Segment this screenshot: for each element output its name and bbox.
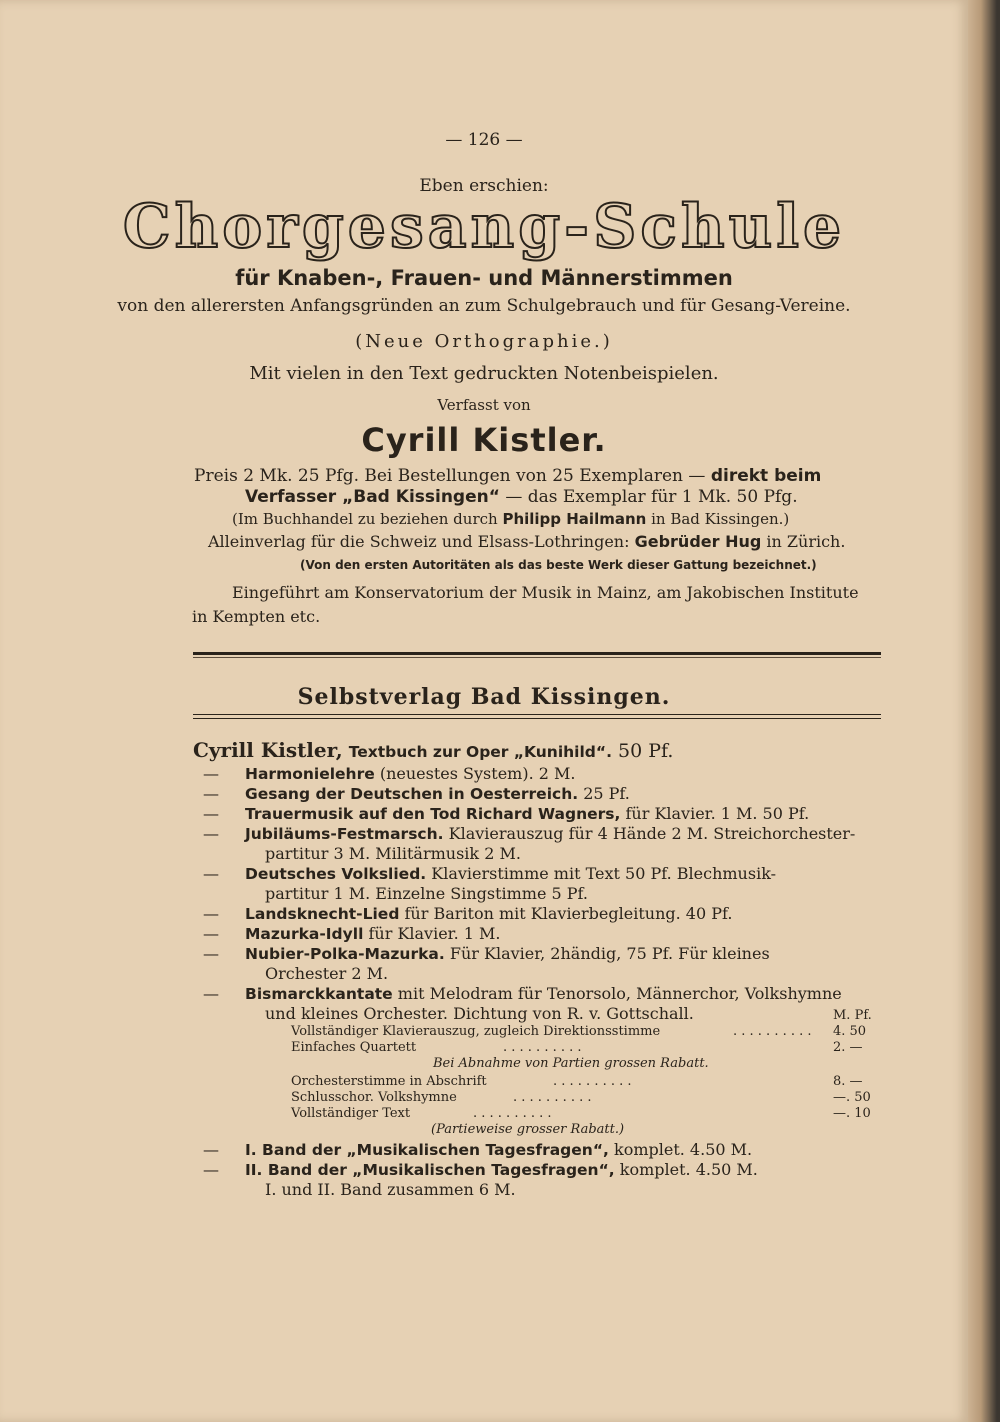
entry-dash: — bbox=[203, 864, 219, 883]
price-direct: direkt beim bbox=[710, 466, 822, 486]
bookshop-name: Philipp Hailmann bbox=[502, 510, 647, 528]
page-edge bbox=[968, 0, 1000, 1422]
list-item bbox=[193, 764, 893, 784]
list-item-continuation bbox=[193, 1004, 893, 1024]
author-name: Cyrill Kistler. bbox=[361, 421, 607, 459]
leader-dots: . . . . . . . . . . bbox=[733, 1024, 812, 1039]
price-header: M. Pf. bbox=[833, 1008, 872, 1023]
sub-item bbox=[193, 1074, 893, 1090]
list-item bbox=[193, 784, 893, 804]
entry-author: Cyrill Kistler, bbox=[193, 738, 343, 762]
entry-title: Nubier-Polka-Mazurka. bbox=[245, 945, 445, 963]
announcement: Eben erschien: bbox=[419, 176, 549, 196]
entry-title: Gesang der Deutschen in Oesterreich. bbox=[245, 785, 579, 803]
entry-details: I. und II. Band zusammen 6 M. bbox=[265, 1180, 516, 1199]
list-item-continuation bbox=[193, 884, 893, 904]
entry-details: mit Melodram für Tenorsolo, Männerchor, Volkshymne bbox=[392, 984, 842, 1003]
page-number: — 126 — bbox=[445, 130, 523, 150]
exclusive-name: Gebrüder Hug bbox=[634, 532, 762, 551]
entry-continuation: partitur 1 M. Einzelne Singstimme 5 Pf. bbox=[265, 884, 588, 903]
entry-dash: — bbox=[203, 984, 219, 1003]
sub-item-note bbox=[193, 1122, 893, 1140]
entry-details: Klavierstimme mit Text 50 Pf. Blechmusik- bbox=[426, 864, 777, 883]
entry-dash: — bbox=[203, 824, 219, 843]
sub-item-price: 8. — bbox=[833, 1074, 863, 1089]
introduced-line-2: in Kempten etc. bbox=[192, 607, 321, 626]
catalog-list bbox=[193, 738, 893, 1200]
divider-thin bbox=[193, 657, 881, 658]
sub-item-price: 4. 50 bbox=[833, 1024, 867, 1039]
sub-item-price: 2. — bbox=[833, 1040, 863, 1055]
leader-dots: . . . . . . . . . . bbox=[473, 1106, 552, 1121]
introduced-line: Eingeführt am Konservatorium der Musik in Mainz, am Jakobischen Institute bbox=[232, 583, 859, 602]
entry-continuation: und kleines Orchester. Dichtung von R. v. Gottschall. bbox=[265, 1004, 694, 1023]
orthography-note: (Neue Orthographie.) bbox=[355, 331, 613, 352]
entry-details: für Bariton mit Klavierbegleitung. 40 Pf. bbox=[399, 904, 733, 923]
sub-item bbox=[193, 1024, 893, 1040]
entry-details: (neuestes System). 2 M. bbox=[374, 764, 576, 783]
entry-details: Klavierauszug für 4 Hände 2 M. Streichorchester- bbox=[443, 824, 856, 843]
entry-details: für Klavier. 1 M. bbox=[363, 924, 501, 943]
entry-title: Bismarckkantate bbox=[245, 985, 393, 1003]
sub-item-price: —. 10 bbox=[833, 1106, 871, 1121]
entry-continuation: partitur 3 M. Militärmusik 2 M. bbox=[265, 844, 521, 863]
list-item bbox=[193, 804, 893, 824]
sub-item-label: Orchesterstimme in Abschrift bbox=[291, 1074, 487, 1089]
author-label: Verfasst von bbox=[437, 396, 531, 414]
entry-title: Landsknecht-Lied bbox=[245, 905, 400, 923]
price-line bbox=[194, 466, 821, 486]
entry-title: I. Band der „Musikalischen Tagesfragen“, bbox=[245, 1141, 609, 1159]
entry-title: Deutsches Volkslied. bbox=[245, 865, 427, 883]
list-item bbox=[193, 1140, 893, 1160]
leader-dots: . . . . . . . . . . bbox=[553, 1074, 632, 1089]
divider-thick bbox=[193, 652, 881, 655]
entry-title: Mazurka-Idyll bbox=[245, 925, 364, 943]
sub-item-label: Einfaches Quartett bbox=[291, 1040, 417, 1055]
list-item bbox=[193, 924, 893, 944]
entry-details: für Klavier. 1 M. 50 Pf. bbox=[620, 804, 810, 823]
list-item-continuation bbox=[193, 844, 893, 864]
bookshop-text: (Im Buchhandel zu beziehen durch bbox=[232, 510, 503, 528]
entry-dash: — bbox=[203, 924, 219, 943]
sub-item-label: Vollständiger Text bbox=[291, 1106, 411, 1121]
entry-dash: — bbox=[203, 904, 219, 923]
entry-dash: — bbox=[203, 944, 219, 963]
list-item bbox=[193, 904, 893, 924]
bookshop-line bbox=[232, 510, 789, 528]
list-item bbox=[193, 1180, 893, 1200]
list-item-continuation bbox=[193, 964, 893, 984]
price-text: Preis 2 Mk. 25 Pfg. Bei Bestellungen von 25 Exemplaren — bbox=[194, 466, 711, 486]
exclusive-place: in Zürich. bbox=[761, 532, 846, 551]
main-title: Chorgesang-Schule bbox=[122, 192, 846, 262]
sub-item-label: Schlusschor. Volkshymne bbox=[291, 1090, 457, 1105]
entry-details: Für Klavier, 2händig, 75 Pf. Für kleines bbox=[444, 944, 770, 963]
entry-details: komplet. 4.50 M. bbox=[614, 1160, 758, 1179]
leader-dots: . . . . . . . . . . bbox=[503, 1040, 582, 1055]
sub-item-note bbox=[193, 1056, 893, 1074]
subtitle: für Knaben-, Frauen- und Männerstimmen bbox=[235, 266, 733, 290]
entry-title: Jubiläums-Festmarsch. bbox=[245, 825, 444, 843]
entry-title: Textbuch zur Oper „Kunihild“. bbox=[348, 743, 612, 761]
list-item bbox=[193, 824, 893, 844]
leader-dots: . . . . . . . . . . bbox=[513, 1090, 592, 1105]
entry-title: Harmonielehre bbox=[245, 765, 375, 783]
list-item bbox=[193, 984, 893, 1004]
entry-price: 50 Pf. bbox=[611, 740, 674, 762]
discount-note: Bei Abnahme von Partien grossen Rabatt. bbox=[433, 1056, 709, 1071]
sub-item bbox=[193, 1106, 893, 1122]
entry-title: Trauermusik auf den Tod Richard Wagners, bbox=[245, 805, 621, 823]
description: von den allerersten Anfangsgründen an zum Schulgebrauch und für Gesang-Vereine. bbox=[117, 296, 851, 316]
list-item bbox=[193, 864, 893, 884]
price-line-2 bbox=[245, 487, 798, 507]
discount-note: (Partieweise grosser Rabatt.) bbox=[431, 1122, 625, 1137]
section-title: Selbstverlag Bad Kissingen. bbox=[297, 684, 671, 710]
authorities-note: (Von den ersten Autoritäten als das beste Werk dieser Gattung bezeichnet.) bbox=[300, 558, 817, 572]
sub-item bbox=[193, 1090, 893, 1106]
sub-item-price: —. 50 bbox=[833, 1090, 871, 1105]
examples-note: Mit vielen in den Text gedruckten Notenbeispielen. bbox=[249, 363, 719, 384]
sub-item-label: Vollständiger Klavierauszug, zugleich Direktionsstimme bbox=[291, 1024, 661, 1039]
list-item bbox=[193, 1160, 893, 1180]
sub-item bbox=[193, 1040, 893, 1056]
entry-details: komplet. 4.50 M. bbox=[608, 1140, 753, 1159]
price-publisher: Verfasser „Bad Kissingen“ bbox=[245, 487, 500, 507]
entry-title: II. Band der „Musikalischen Tagesfragen“, bbox=[245, 1161, 615, 1179]
price-copy: — das Exemplar für 1 Mk. 50 Pfg. bbox=[499, 487, 798, 507]
section-rule-bottom bbox=[193, 718, 881, 719]
entry-details: 25 Pf. bbox=[578, 784, 630, 803]
exclusive-text: Alleinverlag für die Schweiz und Elsass-Lothringen: bbox=[208, 532, 635, 551]
exclusive-line bbox=[208, 532, 845, 551]
entry-dash: — bbox=[203, 784, 219, 803]
bookshop-place: in Bad Kissingen.) bbox=[646, 510, 790, 528]
entry-dash: — bbox=[203, 804, 219, 823]
entry-continuation: Orchester 2 M. bbox=[265, 964, 389, 983]
section-rule-top bbox=[193, 714, 881, 715]
entry-dash: — bbox=[203, 1160, 219, 1179]
entry-dash: — bbox=[203, 764, 219, 783]
entry-dash: — bbox=[203, 1140, 219, 1159]
list-item bbox=[193, 738, 893, 764]
list-item bbox=[193, 944, 893, 964]
